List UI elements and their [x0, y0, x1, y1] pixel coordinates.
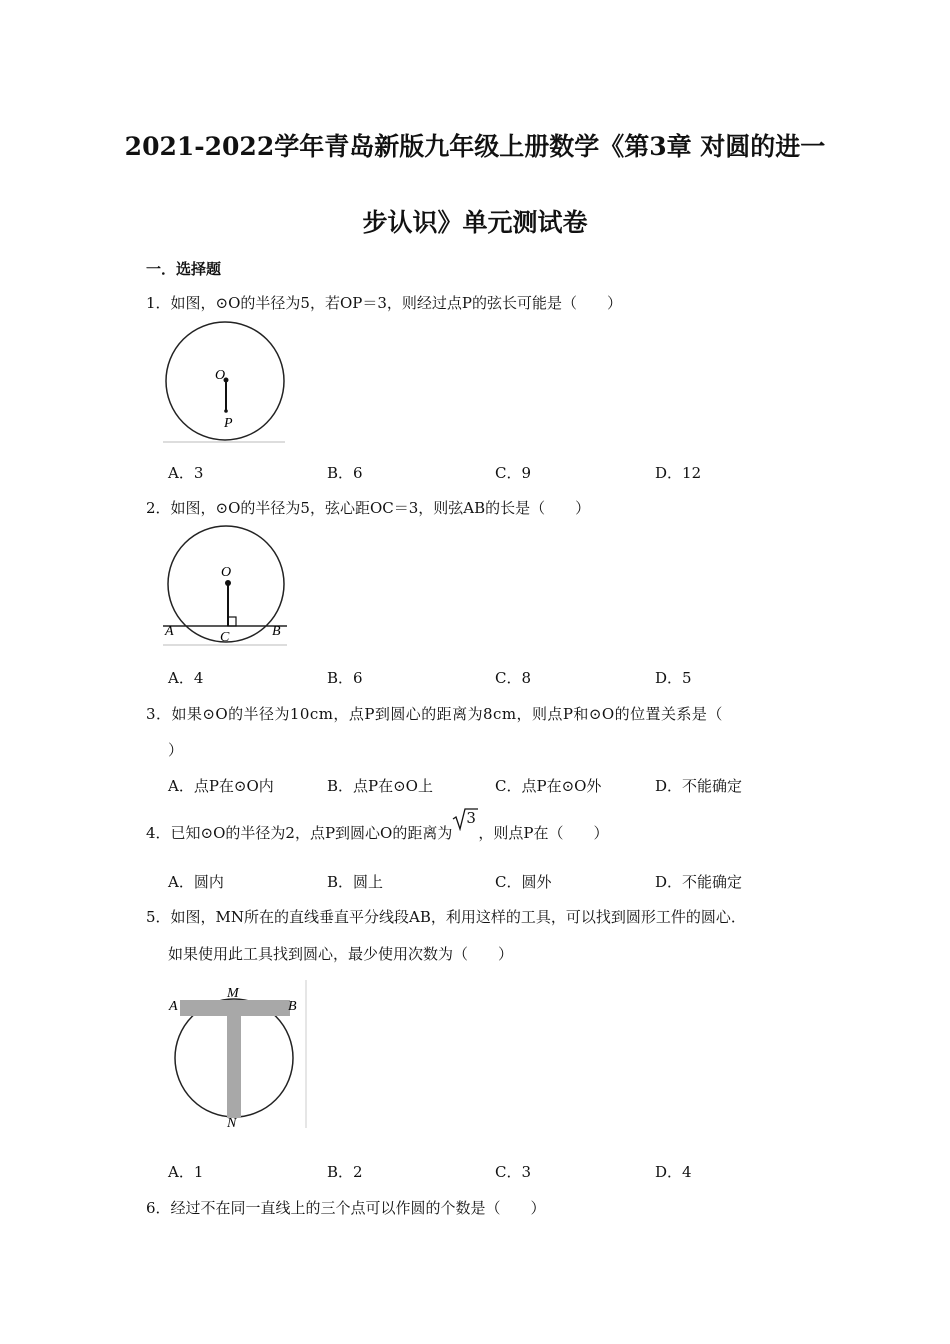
question-5-figure: [165, 980, 310, 1130]
q1-option-c[interactable]: C．9: [495, 464, 532, 482]
q3-option-b[interactable]: B．点P在⊙O上: [327, 777, 433, 795]
question-3-text-line1: 3．如果⊙O的半径为10cm，点P到圆心的距离为8cm，则点P和⊙O的位置关系是（: [146, 705, 723, 723]
q4-option-d[interactable]: D．不能确定: [655, 873, 743, 891]
point-p: [224, 409, 228, 413]
question-5-text-line2: 如果使用此工具找到圆心，最少使用次数为（ ）: [168, 945, 514, 963]
question-2-text: 2．如图，⊙O的半径为5，弦心距OC＝3，则弦AB的长是（ ）: [146, 499, 591, 517]
radicand: 3: [466, 809, 476, 827]
question-4-text-after: ，则点P在（ ）: [478, 824, 609, 842]
q2-option-c[interactable]: C．8: [495, 669, 532, 687]
question-1-figure: [163, 320, 288, 445]
q5-option-d[interactable]: D．4: [655, 1163, 692, 1181]
q5-option-b[interactable]: B．2: [327, 1163, 363, 1181]
q2-option-a[interactable]: A．4: [168, 669, 204, 687]
q1-option-a[interactable]: A．3: [168, 464, 204, 482]
q4-option-c[interactable]: C．圆外: [495, 873, 552, 891]
label-b: B: [288, 999, 297, 1014]
label-n: N: [227, 1116, 237, 1130]
sqrt-expression: [452, 809, 478, 843]
question-4-text: [146, 809, 609, 843]
label-o: O: [221, 565, 232, 580]
q2-option-d[interactable]: D．5: [655, 669, 692, 687]
section-heading: 一．选择题: [146, 260, 222, 278]
right-angle-mark: [228, 617, 236, 626]
question-5-text-line1: 5．如图，MN所在的直线垂直平分线段AB，利用这样的工具，可以找到圆形工件的圆心．: [146, 908, 746, 926]
label-c: C: [220, 630, 230, 645]
q2-option-b[interactable]: B．6: [327, 669, 363, 687]
label-o: O: [215, 368, 226, 383]
label-a: A: [165, 624, 174, 639]
q3-option-c[interactable]: C．点P在⊙O外: [495, 777, 602, 795]
q4-option-b[interactable]: B．圆上: [327, 873, 384, 891]
question-3-text-line2: ）: [168, 741, 184, 759]
tool-crossbar: [180, 1000, 290, 1016]
q5-option-c[interactable]: C．3: [495, 1163, 532, 1181]
question-4-text-before: 4．已知⊙O的半径为2，点P到圆心O的距离为: [146, 824, 453, 842]
label-b: B: [272, 624, 281, 639]
label-a: A: [169, 999, 178, 1014]
q5-option-a[interactable]: A．1: [168, 1163, 204, 1181]
page-title-line1: 2021-2022学年青岛新版九年级上册数学《第3章 对圆的进一: [124, 132, 826, 161]
q1-option-d[interactable]: D．12: [655, 464, 702, 482]
q4-option-a[interactable]: A．圆内: [168, 873, 224, 891]
q3-option-d[interactable]: D．不能确定: [655, 777, 743, 795]
tool-stem: [227, 1016, 241, 1118]
question-1-text: 1．如图，⊙O的半径为5，若OP＝3，则经过点P的弦长可能是（ ）: [146, 294, 622, 312]
q3-option-a[interactable]: A．点P在⊙O内: [168, 777, 274, 795]
label-m: M: [227, 986, 239, 1001]
q1-option-b[interactable]: B．6: [327, 464, 363, 482]
label-p: P: [224, 416, 233, 431]
question-2-figure: [163, 525, 288, 650]
question-6-text: 6．经过不在同一直线上的三个点可以作圆的个数是（ ）: [146, 1199, 546, 1217]
page-title-line2: 步认识》单元测试卷: [362, 208, 588, 237]
